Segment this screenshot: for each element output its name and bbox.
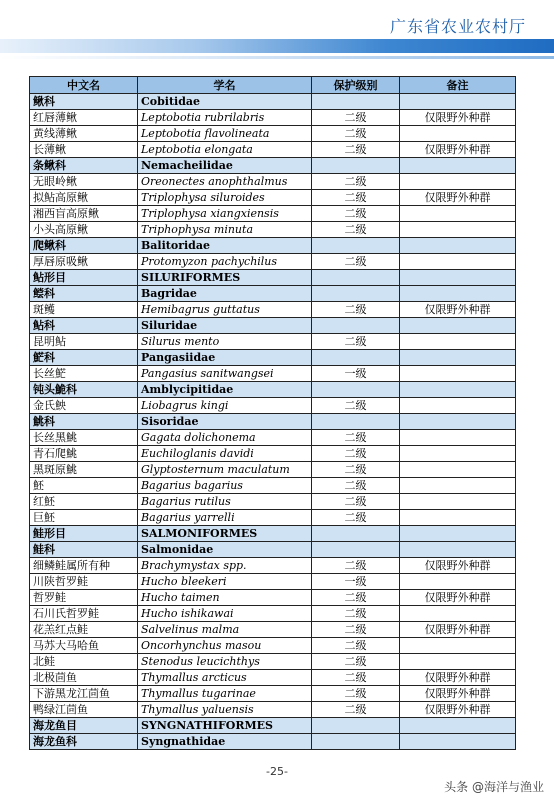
scientific-name-cell: Protomyzon pachychilus [138, 254, 312, 270]
chinese-name-cell: 马苏大马哈鱼 [30, 638, 138, 654]
chinese-name-cell: 无眼岭鳅 [30, 174, 138, 190]
protection-level-cell: 二级 [312, 446, 400, 462]
species-row [30, 574, 516, 590]
scientific-name-cell: Bagarius yarrelli [138, 510, 312, 526]
chinese-name-cell: 下游黑龙江茴鱼 [30, 686, 138, 702]
protection-level-cell: 二级 [312, 606, 400, 622]
chinese-name-cell: 湘西盲高原鳅 [30, 206, 138, 222]
remarks-cell [400, 158, 516, 174]
remarks-cell [400, 718, 516, 734]
remarks-cell: 仅限野外种群 [400, 702, 516, 718]
species-row [30, 606, 516, 622]
species-row [30, 190, 516, 206]
scientific-name-cell: Euchiloglanis davidi [138, 446, 312, 462]
scientific-name-cell: SALMONIFORMES [138, 526, 312, 542]
remarks-cell [400, 382, 516, 398]
scientific-name-cell: Triphophysa minuta [138, 222, 312, 238]
taxon-group-row [30, 270, 516, 286]
taxon-group-row [30, 286, 516, 302]
protection-level-cell: 二级 [312, 190, 400, 206]
taxon-group-row [30, 318, 516, 334]
taxon-group-row [30, 542, 516, 558]
chinese-name-cell: 鲿科 [30, 286, 138, 302]
protection-level-cell [312, 382, 400, 398]
remarks-cell [400, 494, 516, 510]
protection-level-cell [312, 414, 400, 430]
scientific-name-cell: Salvelinus malma [138, 622, 312, 638]
remarks-cell [400, 574, 516, 590]
remarks-cell: 仅限野外种群 [400, 142, 516, 158]
remarks-cell: 仅限野外种群 [400, 190, 516, 206]
header-decoration-bar [0, 39, 554, 53]
table-body [30, 94, 516, 750]
scientific-name-cell: Cobitidae [138, 94, 312, 110]
protection-level-cell: 二级 [312, 126, 400, 142]
chinese-name-cell: 红魾 [30, 494, 138, 510]
remarks-cell [400, 462, 516, 478]
protection-level-cell [312, 158, 400, 174]
remarks-cell [400, 318, 516, 334]
chinese-name-cell: 厚唇原吸鳅 [30, 254, 138, 270]
protection-level-cell: 二级 [312, 654, 400, 670]
protection-level-cell: 二级 [312, 702, 400, 718]
scientific-name-cell: Bagarius rutilus [138, 494, 312, 510]
chinese-name-cell: 鲇科 [30, 318, 138, 334]
protection-level-cell [312, 718, 400, 734]
species-row [30, 478, 516, 494]
scientific-name-cell: Thymallus arcticus [138, 670, 312, 686]
remarks-cell [400, 366, 516, 382]
chinese-name-cell: 北鲑 [30, 654, 138, 670]
chinese-name-cell: 条鳅科 [30, 158, 138, 174]
scientific-name-cell: Gagata dolichonema [138, 430, 312, 446]
remarks-cell: 仅限野外种群 [400, 558, 516, 574]
species-row [30, 670, 516, 686]
protection-level-cell: 二级 [312, 670, 400, 686]
chinese-name-cell: 鮡科 [30, 414, 138, 430]
protection-level-cell: 二级 [312, 222, 400, 238]
scientific-name-cell: Syngnathidae [138, 734, 312, 750]
remarks-cell [400, 638, 516, 654]
chinese-name-cell: 鳅科 [30, 94, 138, 110]
remarks-cell [400, 526, 516, 542]
table-header-row [30, 77, 516, 94]
taxon-group-row [30, 414, 516, 430]
remarks-cell [400, 734, 516, 750]
protection-level-cell: 二级 [312, 206, 400, 222]
species-row [30, 174, 516, 190]
protection-level-cell [312, 238, 400, 254]
column-header-protection-level: 保护级别 [312, 77, 400, 94]
species-row [30, 430, 516, 446]
remarks-cell [400, 606, 516, 622]
protection-level-cell: 二级 [312, 110, 400, 126]
protection-level-cell: 二级 [312, 622, 400, 638]
scientific-name-cell: Triplophysa siluroides [138, 190, 312, 206]
protection-level-cell [312, 734, 400, 750]
species-row [30, 654, 516, 670]
scientific-name-cell: Bagarius bagarius [138, 478, 312, 494]
remarks-cell: 仅限野外种群 [400, 110, 516, 126]
species-row [30, 510, 516, 526]
scientific-name-cell: Sisoridae [138, 414, 312, 430]
protection-level-cell: 二级 [312, 334, 400, 350]
watermark-text: 头条 @海洋与渔业 [444, 780, 544, 794]
header-decoration-line [0, 56, 554, 59]
chinese-name-cell: 𩷶科 [30, 350, 138, 366]
protection-level-cell: 二级 [312, 398, 400, 414]
protection-level-cell: 二级 [312, 174, 400, 190]
species-row [30, 638, 516, 654]
page-number: -25- [266, 765, 288, 778]
scientific-name-cell: SYNGNATHIFORMES [138, 718, 312, 734]
chinese-name-cell: 金氏䱀 [30, 398, 138, 414]
scientific-name-cell: Balitoridae [138, 238, 312, 254]
remarks-cell [400, 126, 516, 142]
remarks-cell [400, 542, 516, 558]
scientific-name-cell: Triplophysa xiangxiensis [138, 206, 312, 222]
taxon-group-row [30, 238, 516, 254]
scientific-name-cell: Pangasiidae [138, 350, 312, 366]
remarks-cell [400, 238, 516, 254]
chinese-name-cell: 鲑科 [30, 542, 138, 558]
species-row [30, 622, 516, 638]
remarks-cell [400, 94, 516, 110]
chinese-name-cell: 石川氏哲罗鲑 [30, 606, 138, 622]
remarks-cell [400, 286, 516, 302]
scientific-name-cell: Oncorhynchus masou [138, 638, 312, 654]
species-row [30, 334, 516, 350]
protection-level-cell [312, 350, 400, 366]
remarks-cell [400, 510, 516, 526]
species-row [30, 142, 516, 158]
species-row [30, 686, 516, 702]
chinese-name-cell: 红唇薄鳅 [30, 110, 138, 126]
protection-level-cell: 一级 [312, 366, 400, 382]
scientific-name-cell: Stenodus leucichthys [138, 654, 312, 670]
species-row [30, 222, 516, 238]
chinese-name-cell: 魾 [30, 478, 138, 494]
species-row [30, 558, 516, 574]
scientific-name-cell: Hucho bleekeri [138, 574, 312, 590]
protection-level-cell: 二级 [312, 478, 400, 494]
species-row [30, 126, 516, 142]
scientific-name-cell: Leptobotia rubrilabris [138, 110, 312, 126]
chinese-name-cell: 小头高原鳅 [30, 222, 138, 238]
chinese-name-cell: 哲罗鲑 [30, 590, 138, 606]
chinese-name-cell: 鲑形目 [30, 526, 138, 542]
chinese-name-cell: 拟鲇高原鳅 [30, 190, 138, 206]
scientific-name-cell: Bagridae [138, 286, 312, 302]
species-row [30, 702, 516, 718]
protection-level-cell: 二级 [312, 462, 400, 478]
species-row [30, 590, 516, 606]
chinese-name-cell: 鸭绿江茴鱼 [30, 702, 138, 718]
remarks-cell [400, 254, 516, 270]
chinese-name-cell: 爬鳅科 [30, 238, 138, 254]
chinese-name-cell: 川陕哲罗鲑 [30, 574, 138, 590]
taxon-group-row [30, 526, 516, 542]
scientific-name-cell: Pangasius sanitwangsei [138, 366, 312, 382]
scientific-name-cell: Glyptosternum maculatum [138, 462, 312, 478]
chinese-name-cell: 黄线薄鳅 [30, 126, 138, 142]
protection-level-cell [312, 286, 400, 302]
protection-level-cell [312, 94, 400, 110]
column-header-scientific-name: 学名 [138, 77, 312, 94]
species-row [30, 446, 516, 462]
protection-level-cell: 二级 [312, 494, 400, 510]
protection-level-cell [312, 318, 400, 334]
protection-level-cell: 二级 [312, 638, 400, 654]
taxon-group-row [30, 158, 516, 174]
scientific-name-cell: Hucho taimen [138, 590, 312, 606]
scientific-name-cell: Thymallus tugarinae [138, 686, 312, 702]
remarks-cell [400, 654, 516, 670]
protection-level-cell: 二级 [312, 558, 400, 574]
remarks-cell [400, 478, 516, 494]
remarks-cell: 仅限野外种群 [400, 686, 516, 702]
remarks-cell: 仅限野外种群 [400, 590, 516, 606]
species-row [30, 366, 516, 382]
taxon-group-row [30, 382, 516, 398]
chinese-name-cell: 青石爬鮡 [30, 446, 138, 462]
protection-level-cell: 二级 [312, 510, 400, 526]
remarks-cell [400, 446, 516, 462]
remarks-cell [400, 430, 516, 446]
scientific-name-cell: Brachymystax spp. [138, 558, 312, 574]
chinese-name-cell: 北极茴鱼 [30, 670, 138, 686]
scientific-name-cell: Thymallus yaluensis [138, 702, 312, 718]
species-row [30, 302, 516, 318]
remarks-cell: 仅限野外种群 [400, 622, 516, 638]
column-header-chinese-name: 中文名 [30, 77, 138, 94]
remarks-cell: 仅限野外种群 [400, 670, 516, 686]
scientific-name-cell: Nemacheilidae [138, 158, 312, 174]
chinese-name-cell: 斑鳠 [30, 302, 138, 318]
protection-level-cell [312, 526, 400, 542]
remarks-cell [400, 398, 516, 414]
protection-level-cell: 二级 [312, 254, 400, 270]
protection-level-cell [312, 542, 400, 558]
species-table [29, 76, 516, 750]
scientific-name-cell: Silurus mento [138, 334, 312, 350]
scientific-name-cell: Leptobotia flavolineata [138, 126, 312, 142]
taxon-group-row [30, 350, 516, 366]
species-row [30, 398, 516, 414]
remarks-cell: 仅限野外种群 [400, 302, 516, 318]
remarks-cell [400, 174, 516, 190]
species-row [30, 494, 516, 510]
species-row [30, 110, 516, 126]
taxon-group-row [30, 718, 516, 734]
scientific-name-cell: Hemibagrus guttatus [138, 302, 312, 318]
scientific-name-cell: Siluridae [138, 318, 312, 334]
remarks-cell [400, 270, 516, 286]
scientific-name-cell: Hucho ishikawai [138, 606, 312, 622]
remarks-cell [400, 206, 516, 222]
column-header-remarks: 备注 [400, 77, 516, 94]
protection-level-cell: 二级 [312, 686, 400, 702]
chinese-name-cell: 长丝黑鮡 [30, 430, 138, 446]
chinese-name-cell: 花羔红点鲑 [30, 622, 138, 638]
protection-level-cell: 二级 [312, 302, 400, 318]
chinese-name-cell: 长薄鳅 [30, 142, 138, 158]
chinese-name-cell: 昆明鲇 [30, 334, 138, 350]
chinese-name-cell: 长丝𩷶 [30, 366, 138, 382]
protection-level-cell: 一级 [312, 574, 400, 590]
chinese-name-cell: 细鳞鲑属所有种 [30, 558, 138, 574]
remarks-cell [400, 334, 516, 350]
protection-level-cell [312, 270, 400, 286]
protection-level-cell: 二级 [312, 590, 400, 606]
scientific-name-cell: Amblycipitidae [138, 382, 312, 398]
scientific-name-cell: Leptobotia elongata [138, 142, 312, 158]
remarks-cell [400, 350, 516, 366]
species-row [30, 462, 516, 478]
chinese-name-cell: 黑斑原鮡 [30, 462, 138, 478]
chinese-name-cell: 巨魾 [30, 510, 138, 526]
taxon-group-row [30, 94, 516, 110]
chinese-name-cell: 海龙鱼目 [30, 718, 138, 734]
remarks-cell [400, 414, 516, 430]
chinese-name-cell: 钝头鮠科 [30, 382, 138, 398]
taxon-group-row [30, 734, 516, 750]
scientific-name-cell: Salmonidae [138, 542, 312, 558]
scientific-name-cell: Oreonectes anophthalmus [138, 174, 312, 190]
remarks-cell [400, 222, 516, 238]
protection-level-cell: 二级 [312, 142, 400, 158]
species-row [30, 206, 516, 222]
scientific-name-cell: SILURIFORMES [138, 270, 312, 286]
scientific-name-cell: Liobagrus kingi [138, 398, 312, 414]
protection-level-cell: 二级 [312, 430, 400, 446]
species-row [30, 254, 516, 270]
header-title: 广东省农业农村厅 [389, 17, 526, 36]
chinese-name-cell: 鲇形目 [30, 270, 138, 286]
chinese-name-cell: 海龙鱼科 [30, 734, 138, 750]
